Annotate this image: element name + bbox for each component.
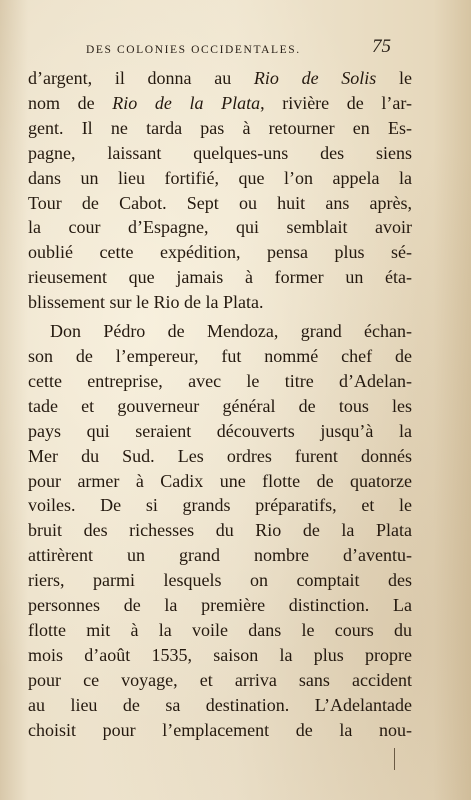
page-number: 75 (372, 36, 391, 57)
text-line: pagne, laissant quelques-uns des siens (28, 142, 412, 163)
paragraph-2 (28, 319, 412, 742)
text-line: pour ce voyage, et arriva sans accident (28, 669, 412, 690)
text-line: voiles. De si grands préparatifs, et le (28, 495, 412, 516)
text-line: son de l’empereur, fut nommé chef de (28, 345, 412, 366)
text-line: tade et gouverneur général de tous les (28, 395, 412, 416)
text-line: pays qui seraient découverts jusqu’à la (28, 420, 412, 441)
text-line: nom de Rio de la Plata, rivière de l’ar- (28, 92, 412, 113)
text-line: blissement sur le Rio de la Plata. (28, 292, 264, 313)
text-line: gent. Il ne tarda pas à retourner en Es- (28, 117, 412, 138)
text-line: riers, parmi lesquels on comptait des (28, 570, 412, 591)
text-line: personnes de la première distinction. La (28, 595, 412, 616)
paragraph-1 (28, 66, 412, 315)
body-text (28, 66, 412, 742)
text-line: bruit des richesses du Rio de la Plata (28, 520, 412, 541)
text-line: rieusement que jamais à former un éta- (28, 267, 412, 288)
text-line: pour armer à Cadix une flotte de quatorze (28, 470, 412, 491)
text-line: dans un lieu fortifié, que l’on appela la (28, 167, 412, 188)
text-line: choisit pour l’emplacement de la nou- (28, 719, 412, 740)
text-line: au lieu de sa destination. L’Adelantade (28, 694, 412, 715)
text-line: la cour d’Espagne, qui semblait avoir (28, 217, 412, 238)
text-line: oublié cette expédition, pensa plus sé- (28, 242, 412, 263)
running-header: DES COLONIES OCCIDENTALES. (86, 44, 301, 56)
text-line: attirèrent un grand nombre d’aventu- (28, 545, 412, 566)
margin-pencil-mark (394, 748, 395, 770)
text-line: d’argent, il donna au Rio de Solis le (28, 68, 412, 88)
text-line: Tour de Cabot. Sept ou huit ans après, (28, 192, 412, 213)
text-line: flotte mit à la voile dans le cours du (28, 619, 412, 640)
text-line: Don Pédro de Mendoza, grand échan- (50, 321, 412, 342)
text-line: mois d’août 1535, saison la plus propre (28, 644, 412, 665)
text-line: Mer du Sud. Les ordres furent donnés (28, 445, 412, 466)
text-line: cette entreprise, avec le titre d’Adelan- (28, 370, 412, 391)
